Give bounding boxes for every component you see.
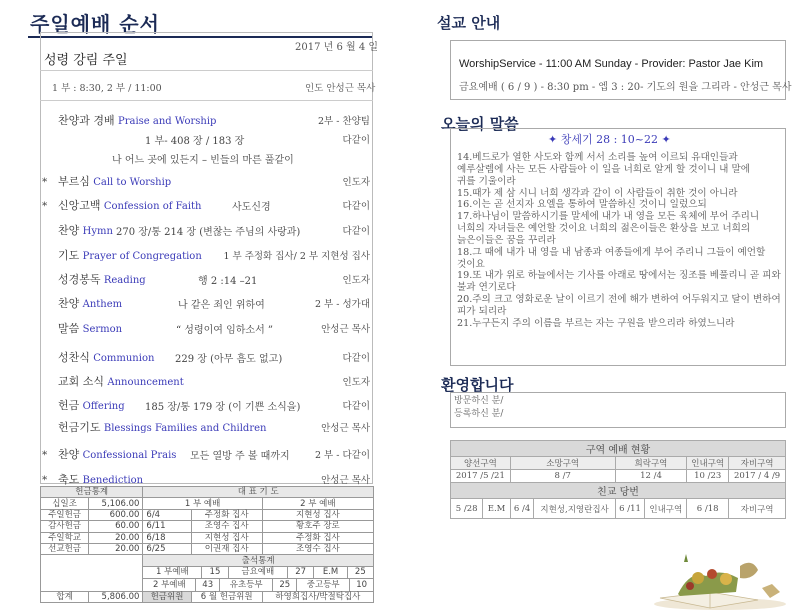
order-item-detail: 229 장 (아무 흠도 없고) <box>175 354 283 365</box>
district-date: 2017 / 4 /9 <box>729 470 786 483</box>
offering-title: 헌금통계 <box>41 487 143 498</box>
district-date: 8 /7 <box>510 470 615 483</box>
offering-prayer-table <box>40 486 374 603</box>
district-date: 2017 /5 /21 <box>451 470 511 483</box>
order-item-english: Hymn <box>82 226 113 237</box>
scripture-line: 것이요 <box>457 258 485 270</box>
offering-amount: 20.00 <box>89 532 143 543</box>
service-theme: 성령 강림 주일 <box>44 53 128 68</box>
prayer-second: 지현성 집사 <box>262 509 373 520</box>
att-value: 27 <box>287 567 313 578</box>
friday-service-line: 금요예배 ( 6 / 9 ) - 8:30 pm - 엡 3 : 20- 기도의 원을 그리라 - 안성근 목사 <box>459 82 792 93</box>
welcome-lines <box>454 395 503 421</box>
order-item-leader: 1 부 주정화 집사/ 2 부 지현성 집사 <box>223 251 370 262</box>
order-item-detail: “ 성령이여 임하소서 ” <box>176 325 274 336</box>
order-item-leader: 안성근 목사 <box>321 324 370 335</box>
offering-blank <box>41 555 143 591</box>
prayer-date: 6/11 <box>143 521 191 532</box>
district-title: 구역 예배 현황 <box>451 441 786 457</box>
order-item <box>42 197 202 213</box>
prayer-date: 6/18 <box>143 532 191 543</box>
order-item-english: Announcement <box>107 377 184 388</box>
scripture-line: 귀를 기울이라 <box>457 175 516 187</box>
order-item-korean: 헌금 <box>58 399 80 412</box>
scripture-line: 예루살렘에 사는 모든 사람들아 이 일을 너희로 알게 할 것이니 내 말에 <box>457 163 751 175</box>
prayer-first: 이권재 집사 <box>191 543 262 554</box>
prayer-col-1: 1 부 예배 <box>143 498 262 509</box>
att-label: 1 부예배 <box>143 567 201 578</box>
fellowship-date: 5 /28 <box>451 499 483 519</box>
district-header: 소망구역 <box>510 457 615 470</box>
order-item-leader: 안성근 목사 <box>321 423 370 434</box>
order-item-leader: 2부 - 찬양팀 <box>317 116 370 127</box>
service-leader: 인도 안성근 목사 <box>305 83 376 94</box>
offering-committee-month: 6 월 헌금위원 <box>191 591 262 602</box>
order-item-korean: 성찬식 <box>58 351 90 364</box>
order-item-leader: 인도자 <box>342 275 370 286</box>
district-date: 10 /23 <box>687 470 729 483</box>
att-label: 2 부예배 <box>143 579 195 590</box>
order-item-detail: 270 장/통 214 장 (변찮는 주님의 사랑과) <box>116 227 301 238</box>
order-item-english: Sermon <box>82 324 123 335</box>
order-item-korean: 축도 <box>58 473 80 486</box>
offering-label: 십일조 <box>41 498 89 509</box>
order-item <box>58 349 154 365</box>
order-item-korean: 성경봉독 <box>58 273 101 286</box>
diamond-icon: ✦ <box>548 133 561 146</box>
order-item-english: Praise and Worship <box>117 116 217 127</box>
order-item-leader: 2 부 - 성가대 <box>314 299 370 310</box>
offering-label: 주일헌금 <box>41 509 89 520</box>
district-fellowship-table <box>450 440 786 519</box>
district-header: 자비구역 <box>729 457 786 470</box>
att-value: 15 <box>202 567 228 578</box>
order-item-english: Benediction <box>82 475 144 486</box>
order-item-english: Confession of Faith <box>103 201 202 212</box>
sermon-info-title: 설교 안내 <box>437 14 501 32</box>
fellowship-title: 친교 당번 <box>451 483 786 499</box>
welcome-visitor: 방문하신 분/ <box>454 396 504 406</box>
offering-amount: 600.00 <box>89 509 143 520</box>
order-item-leader: 다같이 <box>342 226 370 237</box>
welcome-registered: 등록하신 분/ <box>454 409 504 419</box>
asterisk-marker: * <box>42 200 48 212</box>
prayer-first: 주정화 집사 <box>191 509 262 520</box>
scripture-line: 너희의 자녀들은 예언할 것이요 너희의 젊은이들은 환상을 보고 너희의 <box>457 223 751 235</box>
order-item-korean: 신앙고백 <box>58 199 101 212</box>
asterisk-marker: * <box>42 474 48 486</box>
scripture-line: 18.그 때에 내가 내 영을 내 남종과 여종들에게 부어 주리니 그들이 예언할 <box>457 246 766 258</box>
order-item <box>58 373 184 389</box>
verse-reference-text: 창세기 28 : 10~22 <box>560 133 659 146</box>
offering-amount: 60.00 <box>89 521 143 532</box>
order-item-leader: 안성근 목사 <box>321 475 370 486</box>
today-word-title: 오늘의 말씀 <box>441 115 519 133</box>
fellowship-group: E.M <box>483 499 510 519</box>
order-item-detail: 1 부- 408 장 / 183 장 <box>145 136 245 147</box>
order-item <box>58 419 266 435</box>
scripture-line: 불과 연기로다 <box>457 282 516 294</box>
welcome-title: 환영합니다 <box>441 376 514 394</box>
att-value: 10 <box>356 579 368 590</box>
order-item <box>58 295 122 311</box>
order-item-leader: 2 부 - 다같이 <box>314 450 370 461</box>
asterisk-marker: * <box>42 449 48 461</box>
fellowship-group: 지현성,지영란집사 <box>534 499 615 519</box>
prayer-date: 6/25 <box>143 543 191 554</box>
fellowship-group: 자비구역 <box>729 499 786 519</box>
bulletin-date: 2017 년 6 월 4 일 <box>295 42 379 53</box>
order-item-leader: 다같이 <box>342 135 370 146</box>
order-item <box>58 247 202 263</box>
order-item-korean: 찬양 <box>58 448 80 461</box>
offering-committee-names: 하영희집사/박절탁집사 <box>262 591 373 602</box>
offering-amount: 20.00 <box>89 543 143 554</box>
scripture-line: 16.이는 곧 선지자 요엘을 통하여 말씀하신 것이니 일렀으되 <box>457 199 707 211</box>
offering-total-label: 합계 <box>41 591 89 602</box>
attendance-row-1 <box>143 566 374 578</box>
order-item-detail: 나 같은 죄인 위하여 <box>178 300 265 311</box>
order-item-korean: 찬양 <box>58 224 80 237</box>
att-label: 금요예배 <box>228 567 287 578</box>
prayer-first: 지현성 집사 <box>191 532 262 543</box>
scripture-line: 15.때가 제 삼 시니 너희 생각과 같이 이 사람들이 취한 것이 아니라 <box>457 187 738 199</box>
order-item-korean: 교회 소식 <box>58 375 105 388</box>
scripture-line: 19.또 내가 위로 하늘에서는 기사를 아래로 땅에서는 징조를 베풀리니 곧 피와 <box>457 270 781 282</box>
district-header: 인내구역 <box>687 457 729 470</box>
scripture-line: 17.하나님이 말씀하시기를 말세에 내가 내 영을 모든 육체에 부어 주리니 <box>457 211 760 223</box>
order-item-english: Confessional Prais <box>82 450 177 461</box>
order-item-leader: 인도자 <box>342 377 370 388</box>
scripture-line: 늙은이들은 꿈을 꾸리라 <box>457 234 556 246</box>
order-item-detail: 나 어느 곳에 있든지 – 빈들의 마른 풀같이 <box>112 155 294 166</box>
offering-committee-label: 헌금위원 <box>143 591 191 602</box>
order-item-leader: 다같이 <box>342 201 370 212</box>
diamond-icon: ✦ <box>658 133 671 146</box>
attendance-row-2 <box>143 579 374 591</box>
order-item-english: Prayer of Congregation <box>82 251 202 262</box>
order-item-english: Call to Worship <box>93 177 172 188</box>
page-title: 주일예배 순서 <box>30 12 160 36</box>
order-item-detail: 사도신경 <box>232 202 271 213</box>
scripture-line: 피가 되리라 <box>457 305 507 317</box>
order-item <box>58 397 125 413</box>
scripture-text <box>457 152 787 330</box>
offering-amount: 5,106.00 <box>89 498 143 509</box>
order-item-english: Anthem <box>82 299 123 310</box>
scripture-line: 14.베드로가 열한 사도와 함께 서서 소리를 높여 이르되 유대인들과 <box>457 152 738 163</box>
order-item-english: Blessings Families and Children <box>103 423 267 434</box>
order-item-korean: 기도 <box>58 249 80 262</box>
order-item-korean: 찬양 <box>58 297 80 310</box>
divider <box>40 100 373 101</box>
order-item <box>58 320 122 336</box>
verse-reference <box>548 131 671 147</box>
prayer-title: 대 표 기 도 <box>143 487 374 498</box>
order-item <box>58 271 146 287</box>
decorative-still-life-image <box>640 548 790 612</box>
order-item-korean: 말씀 <box>58 322 80 335</box>
order-item <box>58 112 216 128</box>
district-date: 12 /4 <box>615 470 687 483</box>
district-header: 희락구역 <box>615 457 687 470</box>
order-item-english: Offering <box>82 401 125 412</box>
order-item <box>42 173 172 189</box>
fellowship-group: 인내구역 <box>645 499 687 519</box>
order-item <box>42 471 144 487</box>
prayer-second: 주정화 집사 <box>262 532 373 543</box>
order-item-leader: 인도자 <box>342 177 370 188</box>
order-item-detail: 모든 열방 주 볼 때까지 <box>190 451 290 462</box>
offering-label: 선교헌금 <box>41 543 89 554</box>
fellowship-date: 6 /18 <box>687 499 729 519</box>
district-header: 양선구역 <box>451 457 511 470</box>
worship-service-line: WorshipService - 11:00 AM Sunday - Provider: Pastor Jae Kim <box>459 58 764 70</box>
att-value: 25 <box>354 567 366 578</box>
scripture-line: 21.누구든지 주의 이름을 부르는 자는 구원을 받으리라 하였느니라 <box>457 317 735 329</box>
offering-label: 주일학교 <box>41 532 89 543</box>
order-item-detail: 행 2 :14 –21 <box>198 276 258 287</box>
offering-total: 5,806.00 <box>89 591 143 602</box>
order-item-korean: 부르심 <box>58 175 90 188</box>
prayer-first: 조영수 집사 <box>191 521 262 532</box>
order-item-detail: 185 장/통 179 장 (이 기쁜 소식을) <box>145 402 301 413</box>
order-item <box>42 446 177 462</box>
divider <box>40 70 373 71</box>
asterisk-marker: * <box>42 176 48 188</box>
order-item-english: Communion <box>93 353 155 364</box>
offering-label: 감사헌금 <box>41 521 89 532</box>
att-value: 25 <box>273 579 297 590</box>
prayer-date: 6/4 <box>143 509 191 520</box>
attendance-title: 출석통계 <box>143 555 374 566</box>
prayer-col-2: 2 부 예배 <box>262 498 373 509</box>
order-item-leader: 다같이 <box>342 353 370 364</box>
order-item-english: Reading <box>103 275 146 286</box>
order-item <box>58 222 113 238</box>
service-times: 1 부 : 8:30, 2 부 / 11:00 <box>52 83 162 94</box>
att-label: 중고등부 <box>297 579 350 590</box>
order-item-korean: 헌금기도 <box>58 421 101 434</box>
order-item-korean: 찬양과 경배 <box>58 114 115 127</box>
att-value: 43 <box>196 579 220 590</box>
att-label: E.M <box>314 567 347 578</box>
att-label: 유초등부 <box>220 579 273 590</box>
order-item-leader: 다같이 <box>342 401 370 412</box>
fellowship-date: 6 /11 <box>615 499 645 519</box>
scripture-line: 20.주의 크고 영화로운 날이 이르기 전에 해가 변하여 어두워지고 달이 변하여 <box>457 294 781 306</box>
prayer-second: 황호주 장로 <box>262 521 373 532</box>
prayer-second: 조영수 집사 <box>262 543 373 554</box>
fellowship-date: 6 /4 <box>510 499 534 519</box>
